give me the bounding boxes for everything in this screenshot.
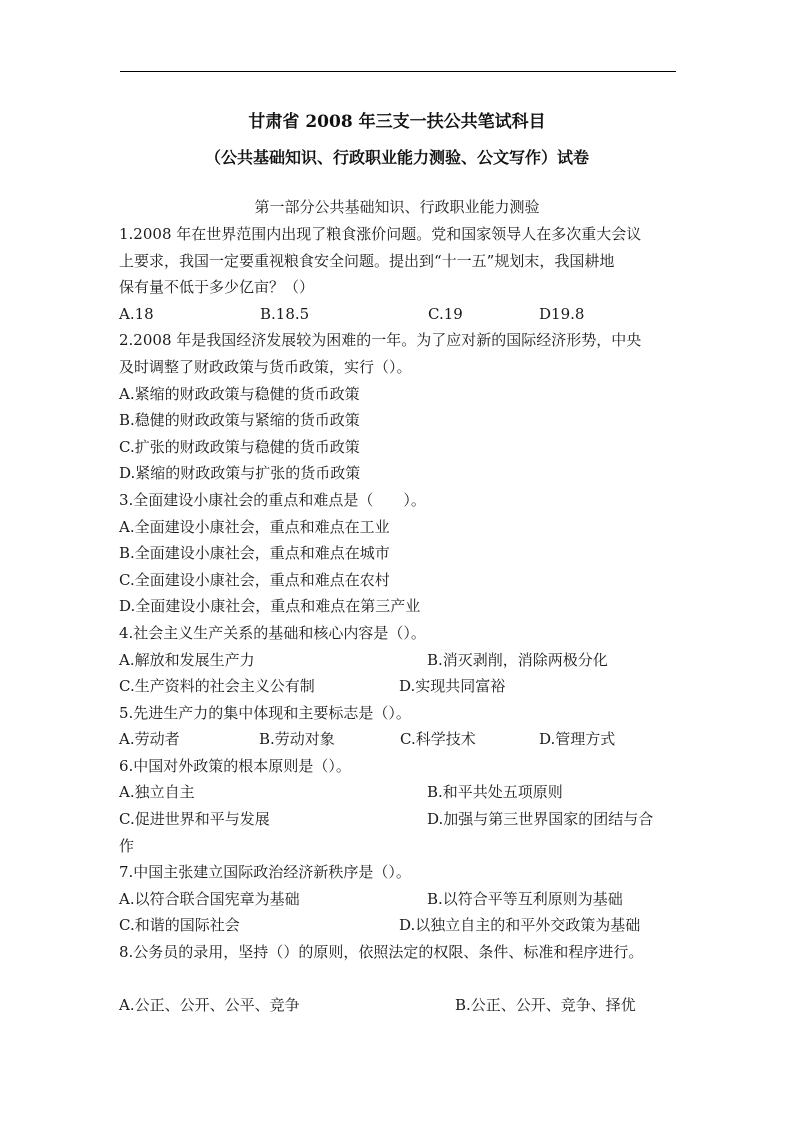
option-d: D.以独立自主的和平外交政策为基础 bbox=[399, 916, 641, 935]
question-4-options-row1 bbox=[119, 647, 679, 674]
question-1-stem: 保有量不低于多少亿亩？（） bbox=[119, 278, 315, 297]
option-a: A.以符合联合国宪章为基础 bbox=[119, 889, 300, 908]
option-b: B.消灭剥削，消除两极分化 bbox=[427, 650, 608, 669]
question-1-stem: 1.2008 年在世界范围内出现了粮食涨价问题。党和国家领导人在多次重大会议 bbox=[119, 225, 642, 243]
question-8-stem: 8.公务员的录用，坚持（）的原则，依照法定的权限、条件、标准和程序进行。 bbox=[119, 943, 644, 962]
option-a: A.全面建设小康社会，重点和难点在工业 bbox=[119, 517, 390, 536]
question-1-stem: 上要求，我国一定要重视粮食安全问题。提出到“十一五”规划末，我国耕地 bbox=[119, 251, 615, 270]
option-b: B.公正、公开、竞争、择优 bbox=[455, 996, 636, 1015]
option-d: D.全面建设小康社会，重点和难点在第三产业 bbox=[119, 597, 421, 616]
question-6-options-row1 bbox=[119, 779, 679, 806]
question-4-stem: 4.社会主义生产关系的基础和核心内容是（）。 bbox=[119, 623, 426, 642]
question-5-stem: 5.先进生产力的集中体现和主要标志是（）。 bbox=[119, 703, 411, 722]
question-7-options-row1 bbox=[119, 886, 679, 913]
spacer bbox=[119, 966, 679, 993]
option-d: D19.8 bbox=[539, 304, 585, 323]
question-8-options bbox=[119, 992, 679, 1019]
option-a: A.独立自主 bbox=[119, 783, 195, 802]
option-b: B.劳动对象 bbox=[259, 730, 335, 749]
section-title: 第一部分公共基础知识、行政职业能力测验 bbox=[254, 198, 540, 216]
option-c: C.促进世界和平与发展 bbox=[119, 810, 270, 829]
option-c: C.和谐的国际社会 bbox=[119, 916, 240, 935]
option-a: A.公正、公开、公平、竞争 bbox=[119, 996, 300, 1015]
option-c: C.全面建设小康社会，重点和难点在农村 bbox=[119, 570, 390, 589]
document-title: 甘肃省 2008 年三支一扶公共笔试科目 bbox=[248, 112, 546, 132]
option-a: A.18 bbox=[119, 304, 154, 323]
option-d-continuation: 作 bbox=[119, 836, 135, 855]
question-4-options-row2 bbox=[119, 673, 679, 700]
option-a: A.解放和发展生产力 bbox=[119, 650, 255, 669]
option-c: C.科学技术 bbox=[400, 730, 476, 749]
option-b: B.稳健的财政政策与紧缩的货币政策 bbox=[119, 411, 360, 430]
document-subtitle: （公共基础知识、行政职业能力测验、公文写作）试卷 bbox=[204, 148, 589, 167]
option-b: B.和平共处五项原则 bbox=[427, 783, 563, 802]
question-1-options bbox=[119, 301, 679, 328]
option-b: B.18.5 bbox=[260, 304, 310, 323]
option-a: A.紧缩的财政政策与稳健的货币政策 bbox=[119, 384, 360, 403]
option-b: B.全面建设小康社会，重点和难点在城市 bbox=[119, 544, 390, 563]
option-c: C.生产资料的社会主义公有制 bbox=[119, 677, 315, 696]
question-2-stem: 2.2008 年是我国经济发展较为困难的一年。为了应对新的国际经济形势，中央 bbox=[119, 331, 642, 350]
option-c: C.19 bbox=[428, 304, 463, 323]
question-2-stem: 及时调整了财政政策与货币政策，实行（）。 bbox=[119, 357, 412, 376]
question-7-options-row2 bbox=[119, 912, 679, 939]
option-d: D.紧缩的财政政策与扩张的货币政策 bbox=[119, 464, 361, 483]
question-6-options-row2 bbox=[119, 806, 679, 833]
option-d: D.管理方式 bbox=[539, 730, 616, 749]
question-5-options bbox=[119, 726, 679, 753]
question-6-stem: 6.中国对外政策的根本原则是（）。 bbox=[119, 756, 351, 775]
option-c: C.扩张的财政政策与稳健的货币政策 bbox=[119, 437, 360, 456]
option-d: D.加强与第三世界国家的团结与合 bbox=[427, 810, 654, 829]
option-b: B.以符合平等互利原则为基础 bbox=[427, 889, 623, 908]
top-rule bbox=[120, 71, 676, 72]
option-a: A.劳动者 bbox=[119, 730, 180, 749]
question-3-stem: 3.全面建设小康社会的重点和难点是（ ）。 bbox=[119, 490, 426, 509]
question-list bbox=[119, 221, 679, 1019]
option-d: D.实现共同富裕 bbox=[399, 677, 506, 696]
question-7-stem: 7.中国主张建立国际政治经济新秩序是（）。 bbox=[119, 863, 411, 882]
